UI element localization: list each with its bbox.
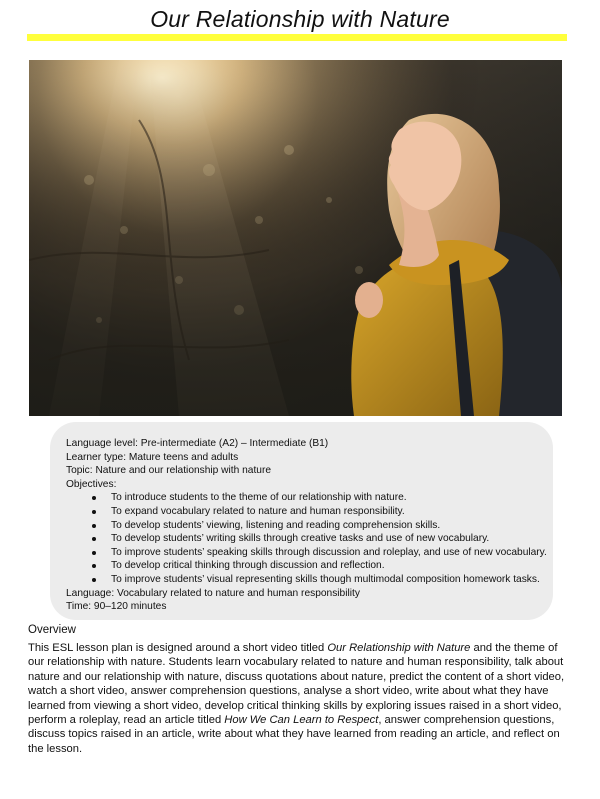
objectives-list — [66, 491, 547, 586]
overview-text-part: , answer comprehension questions, discuss topics raised in an article, write about what they have learned from reading an article, and reflect on the lesson. — [28, 714, 560, 755]
hero-photo — [29, 60, 562, 416]
time-value: : 90–120 minutes — [88, 601, 167, 613]
list-item: To improve students’ visual representing skills though multimodal composition homework tasks. — [111, 573, 540, 585]
list-item: To expand vocabulary related to nature and human responsibility. — [111, 505, 537, 519]
overview-text-part: This ESL lesson plan is designed around a short video titled — [28, 642, 328, 654]
topic-label: Topic — [66, 465, 90, 477]
objectives-line — [66, 478, 537, 492]
list-item: To improve students’ speaking skills through discussion and roleplay, and use of new vocabulary. — [111, 546, 547, 558]
objectives-label: Objectives — [66, 478, 114, 490]
overview-heading: Overview — [28, 624, 76, 636]
list-item: To develop students’ viewing, listening and reading comprehension skills. — [111, 519, 537, 533]
time-label: Time — [66, 601, 89, 613]
language-label: Language — [66, 587, 112, 599]
language-line — [66, 587, 537, 601]
title-underline — [27, 34, 567, 41]
overview-text-part: and the theme of our relationship with nature. Students learn vocabulary related to nature and human responsibility, talk about nature and our relationship with nature, discuss quotations about nature, predict the content of a short video, watch a short video, answer comprehension questions, analyse a short video, write about what they have learned from viewing a short video, develop critical thinking skills by exploring issues raised in a short video, perform a roleplay, read an article titled — [28, 642, 565, 727]
article-title: How We Can Learn to Respect — [224, 714, 379, 727]
time-line — [66, 600, 537, 614]
page-title: Our Relationship with Nature — [150, 6, 450, 32]
lesson-info-box — [50, 422, 553, 620]
language-level-line — [66, 437, 537, 451]
learner-type-line — [66, 451, 537, 465]
learner-type-label: Learner type — [66, 451, 124, 463]
topic-value: : Nature and our relationship with nature — [89, 465, 271, 477]
video-title: Our Relationship with Nature — [327, 642, 471, 654]
language-value: : Vocabulary related to nature and human responsibility — [111, 587, 360, 599]
language-level-label: Language level — [66, 438, 136, 449]
learner-type-value: : Mature teens and adults — [123, 451, 239, 463]
woman-in-forest-photo-icon — [29, 60, 562, 416]
topic-line — [66, 464, 537, 478]
list-item: To develop students’ writing skills through creative tasks and use of new vocabulary. — [111, 532, 537, 546]
language-level-value: : Pre-intermediate (A2) – Intermediate (B1) — [135, 438, 329, 449]
list-item: To develop critical thinking through discussion and reflection. — [111, 559, 537, 573]
list-item: To introduce students to the theme of our relationship with nature. — [111, 491, 537, 505]
overview-paragraph — [28, 641, 573, 756]
objectives-colon: : — [113, 478, 117, 490]
